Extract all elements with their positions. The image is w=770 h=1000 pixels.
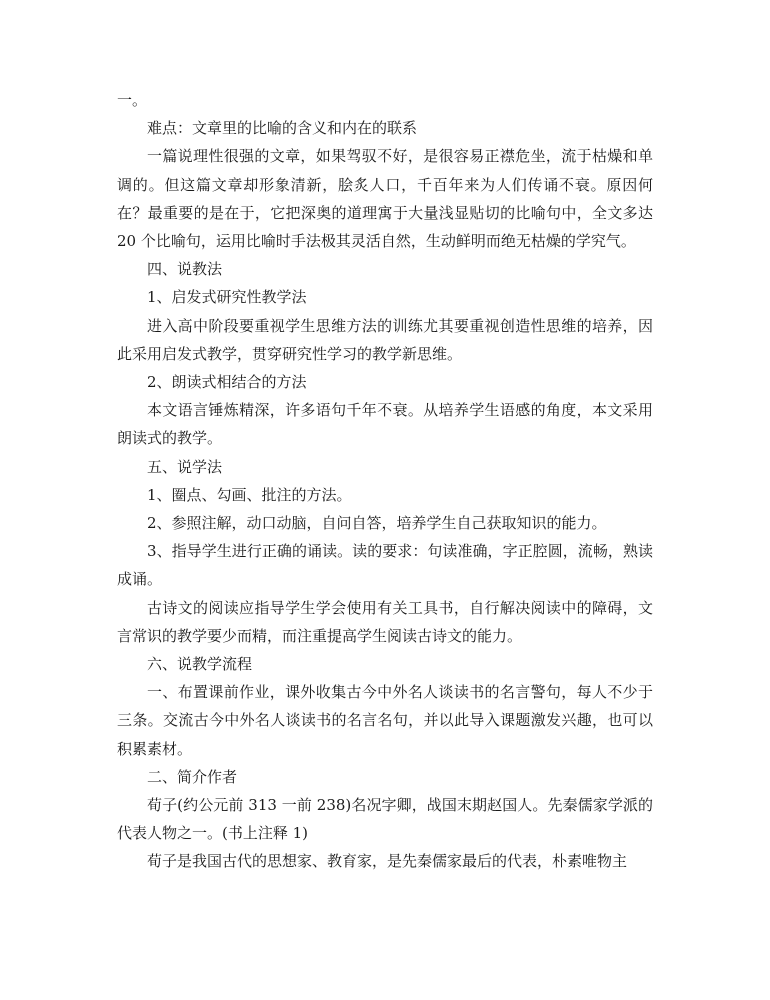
subheading-author-intro: 二、简介作者: [147, 767, 238, 786]
heading-learning-method: 五、说学法: [147, 457, 223, 476]
paragraph-pre-class-assignment: 一、布置课前作业，课外收集古今中外名人谈读书的名言警句，每人不少于三条。交流古今中外名人谈读书的名言名句，并以此导入课题激发兴趣，也可以积累素材。: [117, 683, 653, 758]
document-body: [117, 86, 653, 876]
paragraph-reading-method: 本文语言锤炼精深，许多语句千年不衰。从培养学生语感的角度，本文采用朗读式的教学。: [117, 401, 653, 448]
heading-teaching-method: 四、说教法: [147, 260, 223, 279]
paragraph-classical-reading: 古诗文的阅读应指导学生学会使用有关工具书，自行解决阅读中的障碍，文言常识的教学要少而精，而注重提高学生阅读古诗文的能力。: [117, 598, 653, 645]
list-item-self-study: 2、参照注解，动口动脑，自问自答，培养学生自己获取知识的能力。: [147, 514, 607, 533]
paragraph-metaphor-analysis: 一篇说理性很强的文章，如果驾驭不好，是很容易正襟危坐，流于枯燥和单调的。但这篇文章却形象清新，脍炙人口，千百年来为人们传诵不衰。原因何在？最重要的是在于，它把深奥的道理寓于大量浅显贴切的比喻句中，全文多达 20 个比喻句，运用比喻时手法极其灵活自然，生动鲜明而绝无枯燥的学究气。: [117, 147, 653, 251]
subheading-heuristic-method: 1、启发式研究性教学法: [147, 288, 307, 307]
paragraph-continuation: 一。: [117, 91, 148, 109]
list-item-recitation: 3、指导学生进行正确的诵读。读的要求：句读准确，字正腔圆，流畅，熟读成诵。: [117, 542, 653, 589]
list-item-annotation: 1、圈点、勾画、批注的方法。: [147, 485, 352, 504]
paragraph-xunzi-bio: 荀子(约公元前 313 一前 238)名况字卿，战国末期赵国人。先秦儒家学派的代表人物之一。(书上注释 1): [117, 796, 653, 843]
paragraph-xunzi-thinker: 荀子是我国古代的思想家、教育家，是先秦儒家最后的代表，朴素唯物主: [147, 852, 628, 871]
paragraph-heuristic-method: 进入高中阶段要重视学生思维方法的训练尤其要重视创造性思维的培养，因此采用启发式教学，贯穿研究性学习的教学新思维。: [117, 316, 653, 363]
subheading-reading-method: 2、朗读式相结合的方法: [147, 373, 307, 392]
paragraph-difficulty: 难点：文章里的比喻的含义和内在的联系: [147, 119, 418, 138]
heading-teaching-process: 六、说教学流程: [147, 655, 253, 674]
